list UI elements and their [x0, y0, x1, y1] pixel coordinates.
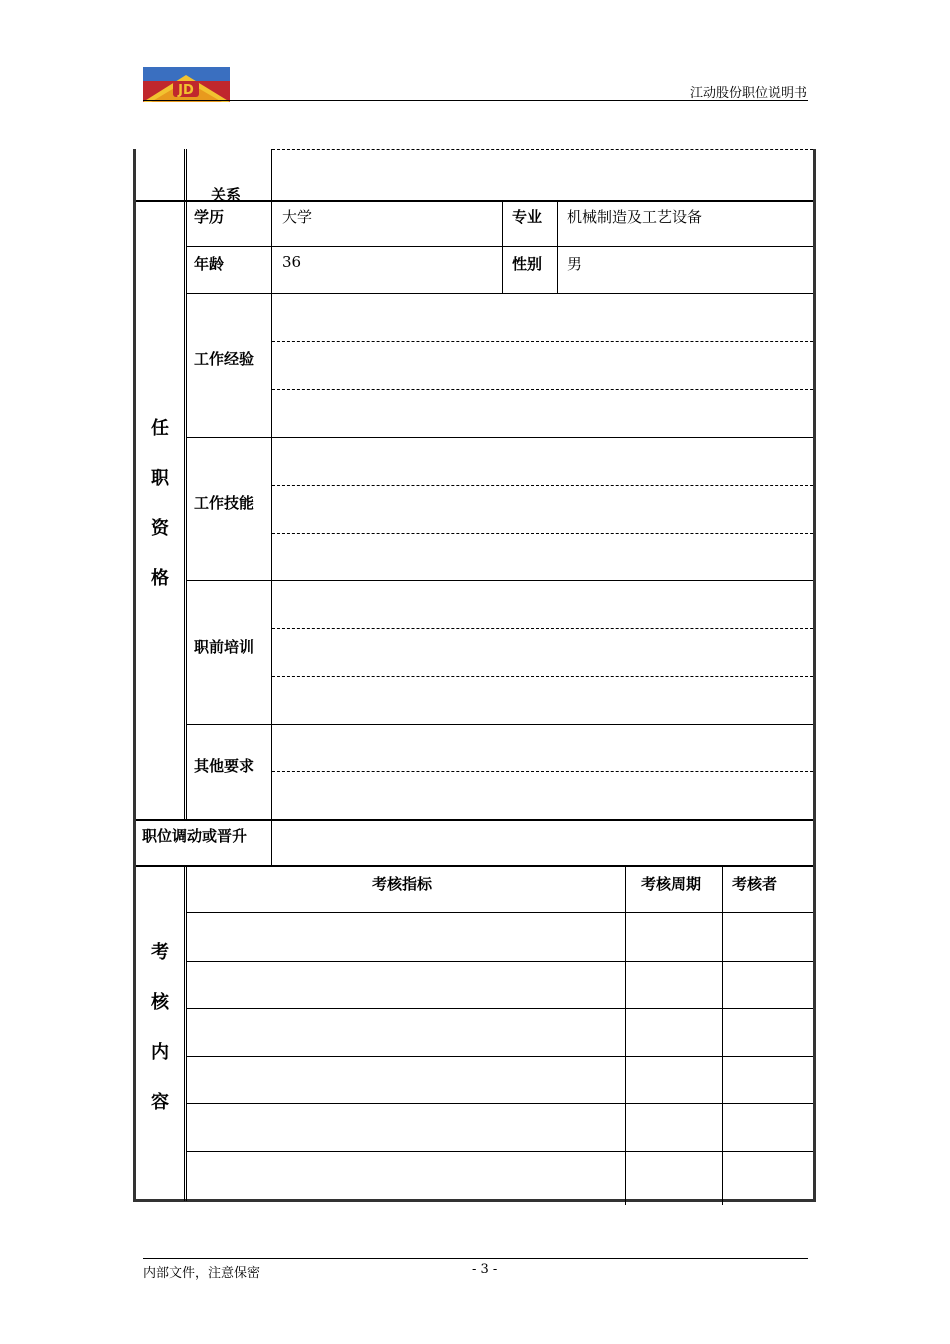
- relation-label: 关系: [211, 186, 242, 204]
- qualifications-section-char: 资: [151, 518, 169, 539]
- age-label: 年龄: [194, 255, 225, 273]
- table-row: [186, 1056, 813, 1057]
- experience-label: 工作经验: [194, 350, 255, 368]
- major-value: 机械制造及工艺设备: [567, 208, 703, 226]
- table-row: [186, 1008, 813, 1009]
- training-label: 职前培训: [194, 638, 255, 656]
- qualifications-section-char: 职: [151, 468, 169, 489]
- qualifications-section-char: 格: [151, 568, 169, 589]
- transfer-label: 职位调动或晋升: [142, 827, 248, 845]
- footer-divider: [143, 1258, 808, 1259]
- education-value: 大学: [282, 208, 313, 226]
- other-requirements-label: 其他要求: [194, 757, 255, 775]
- assessment-section-char: 考: [151, 942, 169, 963]
- table-row: [186, 1103, 813, 1104]
- table-row: [186, 961, 813, 962]
- svg-text:JD: JD: [178, 83, 194, 98]
- assessor-header: 考核者: [732, 875, 778, 893]
- age-value: 36: [282, 253, 302, 271]
- table-row: [186, 912, 813, 913]
- assessment-section-char: 容: [151, 1092, 169, 1113]
- assessment-section-char: 核: [151, 992, 169, 1013]
- major-label: 专业: [512, 208, 543, 226]
- company-logo-icon: [143, 67, 230, 102]
- skills-label: 工作技能: [194, 494, 255, 512]
- document-title: 江动股份职位说明书: [689, 86, 807, 101]
- table-row: [186, 1151, 813, 1152]
- header-divider: [143, 100, 808, 101]
- assessment-indicator-header: 考核指标: [372, 875, 433, 893]
- assessment-period-header: 考核周期: [641, 875, 702, 893]
- confidential-notice: 内部文件，注意保密: [143, 1266, 261, 1281]
- assessment-section-char: 内: [151, 1042, 169, 1063]
- page-number: - 3 -: [472, 1262, 498, 1277]
- qualifications-section-char: 任: [151, 418, 169, 439]
- education-label: 学历: [194, 208, 225, 226]
- gender-value: 男: [567, 255, 583, 273]
- gender-label: 性别: [512, 255, 543, 273]
